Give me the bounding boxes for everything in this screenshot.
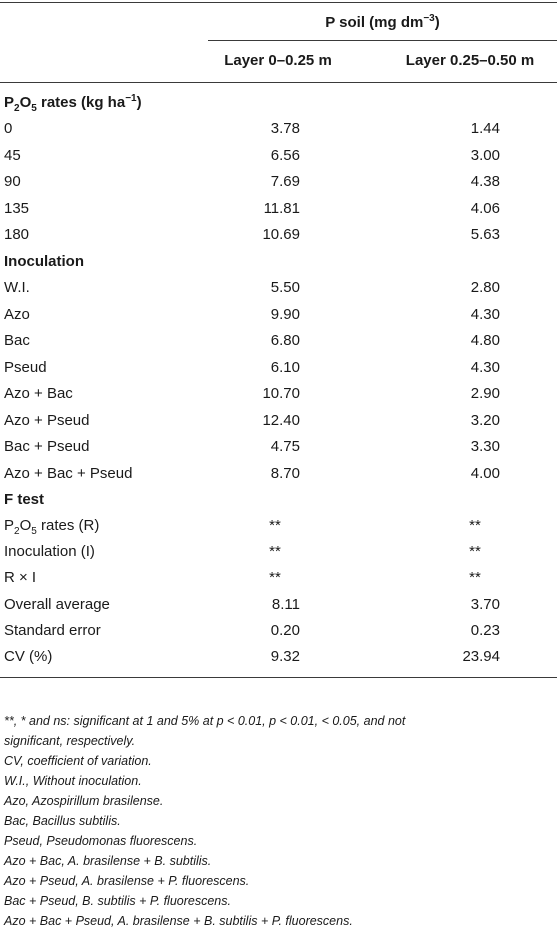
table-bottom-rule xyxy=(0,677,557,678)
inoculation-cell-layer-2: 4.00 xyxy=(470,464,500,482)
inoculation-cell-layer-2: 4.30 xyxy=(470,305,500,323)
cell-cv-layer-2: 23.94 xyxy=(462,648,500,665)
inoculation-row-label: W.I. xyxy=(4,279,30,296)
row-label-cv: CV (%) xyxy=(4,648,53,665)
inoculation-cell-layer-1: 6.80 xyxy=(270,332,300,349)
rates-row-label: 0 xyxy=(4,120,13,137)
rates-row-label: 45 xyxy=(4,146,21,164)
cell-standard-error-layer-1: 0.20 xyxy=(270,622,300,639)
rates-row-label: 180 xyxy=(4,226,30,243)
footnote-line: Bac, Bacillus subtilis. xyxy=(4,814,121,828)
rates-cell-layer-1: 7.69 xyxy=(270,173,300,190)
rates-row-label: 135 xyxy=(4,199,30,217)
row-label-standard-error: Standard error xyxy=(4,622,101,639)
inoculation-cell-layer-2: 4.80 xyxy=(470,332,500,349)
rates-cell-layer-2: 5.63 xyxy=(470,226,500,243)
inoculation-cell-layer-2: 3.20 xyxy=(470,411,500,429)
inoculation-cell-layer-1: 9.90 xyxy=(270,305,300,323)
footnote-line: Azo, Azospirillum brasilense. xyxy=(4,794,164,808)
footnote-line: Azo + Bac + Pseud, A. brasilense + B. subtilis + P. fluorescens. xyxy=(4,914,353,928)
cell-overall-average-layer-1: 8.11 xyxy=(271,596,300,613)
inoculation-cell-layer-2: 4.30 xyxy=(470,358,500,376)
cell-ftest-interaction-layer-1: ** xyxy=(269,569,281,586)
inoculation-row-label: Azo + Pseud xyxy=(4,411,90,429)
inoculation-row-label: Azo + Bac xyxy=(4,385,73,402)
footnote-line: Azo + Pseud, A. brasilense + P. fluorescens. xyxy=(4,874,250,888)
footnote-line: W.I., Without inoculation. xyxy=(4,774,142,788)
inoculation-row-label: Azo xyxy=(4,305,30,323)
footnote-line: **, * and ns: significant at 1 and 5% at p < 0.01, p < 0.01, < 0.05, and not xyxy=(4,714,406,728)
rates-cell-layer-2: 3.00 xyxy=(470,146,500,164)
cell-standard-error-layer-2: 0.23 xyxy=(470,622,500,639)
inoculation-cell-layer-1: 4.75 xyxy=(270,438,300,455)
cell-ftest-inoculation-layer-1: ** xyxy=(269,543,281,560)
footnote-line: CV, coefficient of variation. xyxy=(4,754,152,768)
inoculation-row-label: Bac + Pseud xyxy=(4,438,90,455)
cell-ftest-rates-layer-2: ** xyxy=(469,517,481,534)
rates-cell-layer-2: 1.44 xyxy=(470,120,500,137)
inoculation-row-label: Pseud xyxy=(4,358,47,376)
rates-row-label: 90 xyxy=(4,173,21,190)
footnote-line: Pseud, Pseudomonas fluorescens. xyxy=(4,834,198,848)
column-header-layer-1: Layer 0–0.25 m xyxy=(224,52,332,69)
rates-cell-layer-1: 3.78 xyxy=(270,120,300,137)
rates-cell-layer-1: 11.81 xyxy=(263,199,300,217)
row-label-ftest-interaction: R × I xyxy=(4,569,37,586)
cell-cv-layer-1: 9.32 xyxy=(270,648,300,665)
cell-ftest-interaction-layer-2: ** xyxy=(469,569,481,586)
inoculation-row-label: Bac xyxy=(4,332,30,349)
section-title-rates: $P_2O_5$ rates (kg $ha^{-1}$) xyxy=(4,93,142,114)
inoculation-cell-layer-1: 8.70 xyxy=(270,464,300,482)
rates-cell-layer-2: 4.38 xyxy=(470,173,500,190)
section-title-inoculation: Inoculation xyxy=(4,253,84,270)
footnote-line: Bac + Pseud, B. subtilis + P. fluorescens. xyxy=(4,894,231,908)
row-label-overall-average: Overall average xyxy=(4,596,110,613)
cell-ftest-rates-layer-1: ** xyxy=(269,517,281,534)
rates-cell-layer-1: 10.69 xyxy=(262,226,300,243)
group-header-rule xyxy=(208,40,557,41)
column-header-layer-2: Layer 0.25–0.50 m xyxy=(405,52,535,69)
inoculation-cell-layer-2: 3.30 xyxy=(470,438,500,455)
cell-overall-average-layer-2: 3.70 xyxy=(470,596,500,613)
rates-cell-layer-1: 6.56 xyxy=(270,146,300,164)
inoculation-cell-layer-1: 5.50 xyxy=(270,279,300,296)
footnote-line: Azo + Bac, A. brasilense + B. subtilis. xyxy=(4,854,212,868)
inoculation-cell-layer-1: 10.70 xyxy=(262,385,300,402)
inoculation-row-label: Azo + Bac + Pseud xyxy=(4,464,133,482)
group-header: P soil (mg $dm^{-3}$) xyxy=(325,13,440,31)
section-title-ftest: F test xyxy=(4,491,45,508)
inoculation-cell-layer-1: 12.40 xyxy=(262,411,300,429)
rates-cell-layer-2: 4.06 xyxy=(470,199,500,217)
inoculation-cell-layer-2: 2.80 xyxy=(470,279,500,296)
row-label-ftest-rates: $P_2O_5$ rates (R) xyxy=(4,517,100,537)
row-label-ftest-inoculation: Inoculation (I) xyxy=(4,543,95,560)
inoculation-cell-layer-1: 6.10 xyxy=(270,358,300,376)
inoculation-cell-layer-2: 2.90 xyxy=(470,385,500,402)
table-footnotes xyxy=(4,711,554,931)
header-rule xyxy=(0,82,557,83)
cell-ftest-inoculation-layer-2: ** xyxy=(469,543,481,560)
table-top-rule xyxy=(0,2,557,3)
footnote-line: significant, respectively. xyxy=(4,734,136,748)
